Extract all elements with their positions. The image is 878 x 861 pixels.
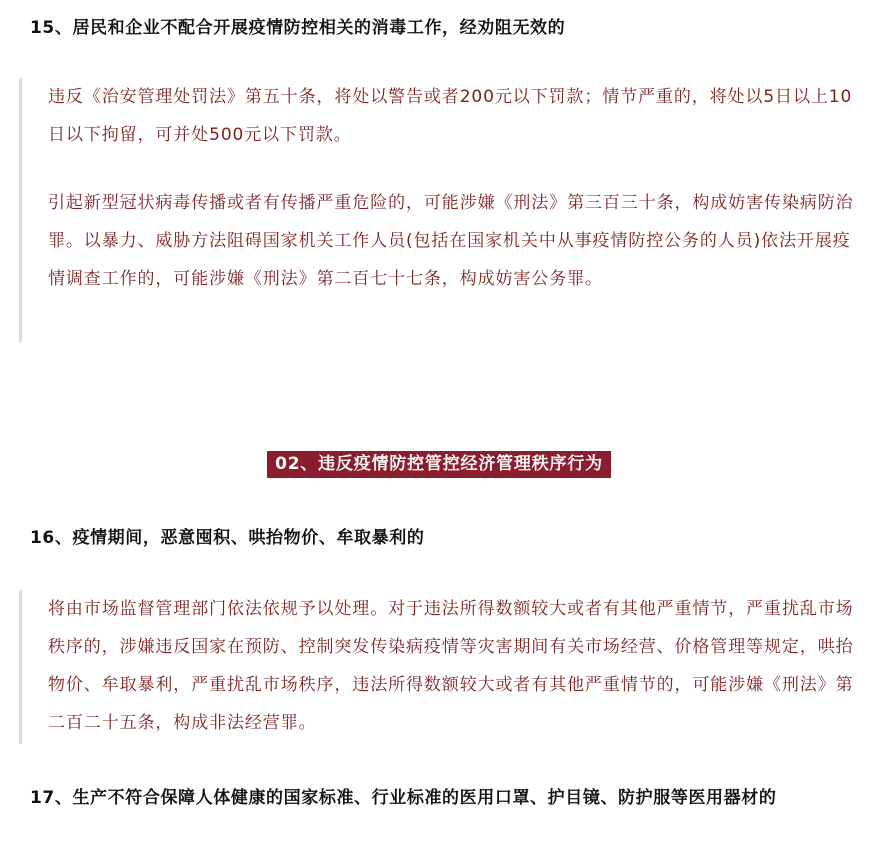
item-15-heading: 15、居民和企业不配合开展疫情防控相关的消毒工作，经劝阻无效的 bbox=[30, 18, 566, 38]
section-badge: 02、违反疫情防控管控经济管理秩序行为 bbox=[267, 451, 611, 478]
section-badge-wrapper bbox=[0, 451, 878, 478]
item-15-quote bbox=[19, 78, 859, 342]
item-15-paragraph-1: 违反《治安管理处罚法》第五十条，将处以警告或者200元以下罚款；情节严重的，将处以5日以上10日以下拘留，可并处500元以下罚款。 bbox=[48, 87, 853, 145]
item-15-paragraph-2: 引起新型冠状病毒传播或者有传播严重危险的，可能涉嫌《刑法》第三百三十条，构成妨害传染病防治罪。以暴力、威胁方法阻碍国家机关工作人员(包括在国家机关中从事疫情防控公务的人员)依法开展疫情调查工作的，可能涉嫌《刑法》第二百七十七条，构成妨害公务罪。 bbox=[48, 193, 854, 289]
item-16-heading: 16、疫情期间，恶意囤积、哄抬物价、牟取暴利的 bbox=[30, 528, 425, 548]
item-16-quote bbox=[19, 590, 859, 744]
item-17-heading: 17、生产不符合保障人体健康的国家标准、行业标准的医用口罩、护目镜、防护服等医用器材的 bbox=[30, 788, 777, 808]
item-16-paragraph-1: 将由市场监督管理部门依法依规予以处理。对于违法所得数额较大或者有其他严重情节，严重扰乱市场秩序的，涉嫌违反国家在预防、控制突发传染病疫情等灾害期间有关市场经营、价格管理等规定，哄抬物价、牟取暴利，严重扰乱市场秩序，违法所得数额较大或者有其他严重情节的，可能涉嫌《刑法》第二百二十五条，构成非法经营罪。 bbox=[48, 599, 854, 733]
